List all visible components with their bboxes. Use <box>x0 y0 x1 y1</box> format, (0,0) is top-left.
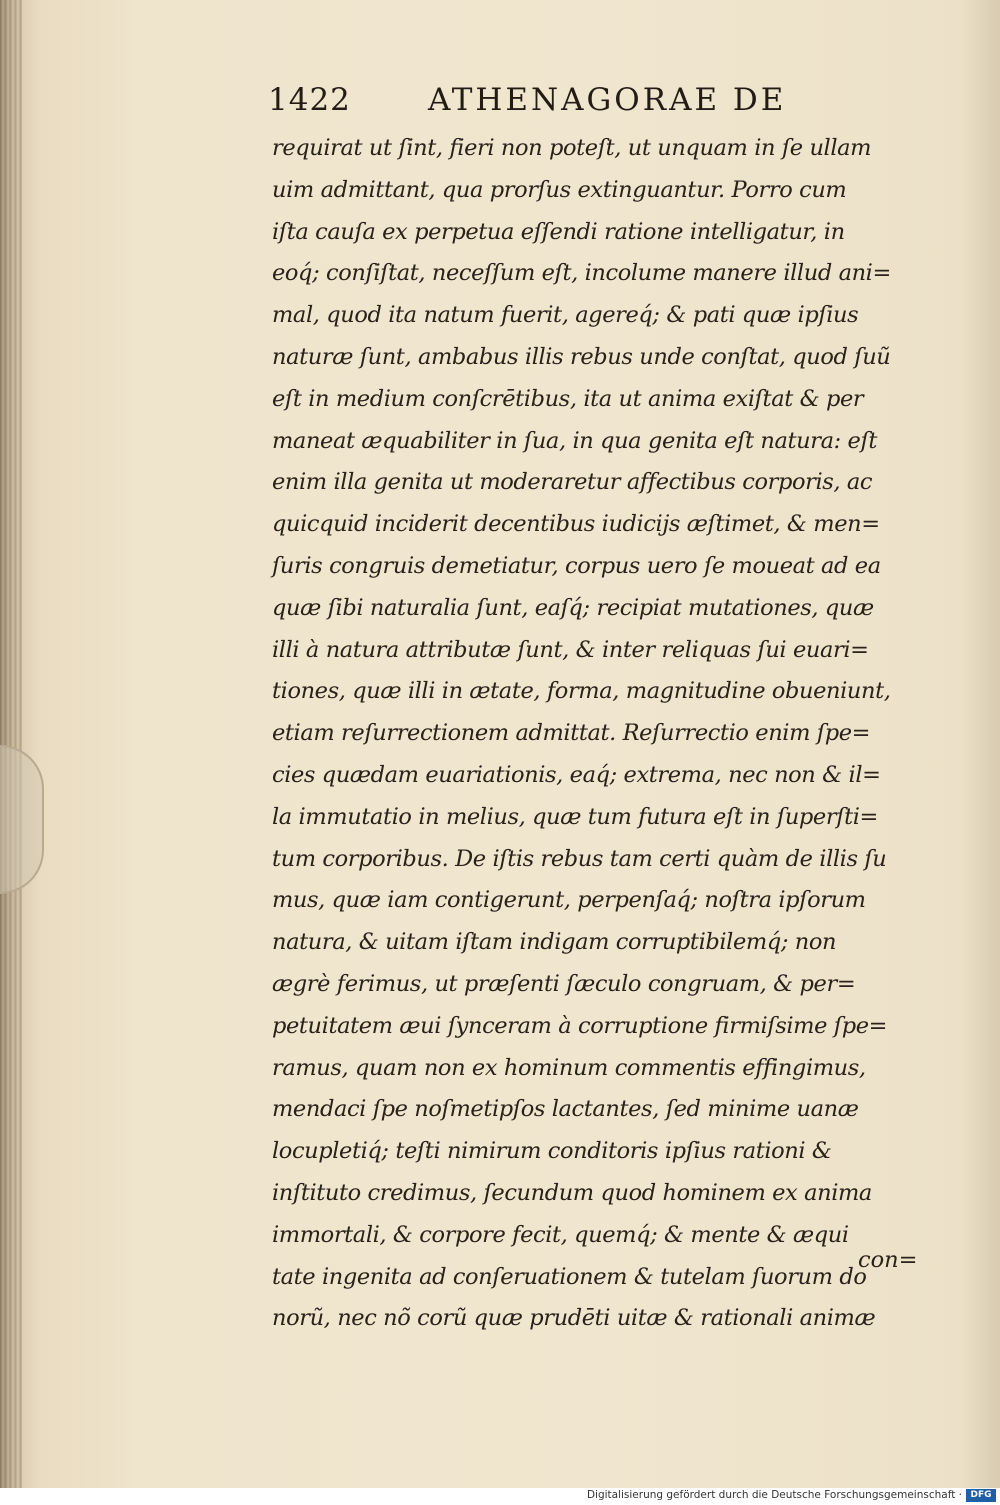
text-line: mus, quæ iam contigerunt, perpenſaq́; noſtra ipſorum <box>272 887 866 914</box>
text-line: illi à natura attributæ ſunt, & inter reliquas ſui euari= <box>272 636 869 663</box>
text-line: tate ingenita ad conſeruationem & tutelam ſuorum do <box>272 1263 867 1290</box>
text-line: iſta cauſa ex perpetua eſſendi ratione intelligatur, in <box>272 218 845 245</box>
text-line: cies quædam euariationis, eaq́; extrema, nec non & il= <box>272 761 881 788</box>
text-line: natura, & uitam iſtam indigam corruptibilemq́; non <box>272 929 837 956</box>
text-line: eoq́; conſiſtat, neceſſum eſt, incolume manere illud ani= <box>272 260 891 287</box>
text-line: ſuris congruis demetiatur, corpus uero ſe moueat ad ea <box>272 552 881 579</box>
page-number: 1422 <box>268 82 351 118</box>
body-text <box>272 128 932 1340</box>
text-line: ramus, quam non ex hominum commentis effingimus, <box>272 1054 866 1081</box>
dfg-logo-icon: DFG <box>966 1489 996 1502</box>
text-line: quicquid inciderit decentibus iudicijs æſtimet, & men= <box>272 511 880 538</box>
binding-tab <box>0 745 44 894</box>
running-head: ATHENAGORAE DE <box>428 82 787 118</box>
text-line: norũ, nec nõ corũ quæ prudēti uitæ & rationali animæ <box>272 1305 876 1332</box>
text-line: ægrè ferimus, ut præſenti ſæculo congruam, & per= <box>272 970 856 997</box>
text-line: maneat æquabiliter in ſua, in qua genita eſt natura: eſt <box>272 427 878 454</box>
text-line: tiones, quæ illi in ætate, forma, magnitudine obueniunt, <box>272 678 891 705</box>
text-line: uim admittant, qua prorſus extinguantur. Porro cum <box>272 176 847 203</box>
catchword: con= <box>858 1247 918 1273</box>
text-line: etiam reſurrectionem admittat. Reſurrectio enim ſpe= <box>272 720 871 747</box>
page-edges <box>0 0 22 1488</box>
text-line: enim illa genita ut moderaretur affectibus corporis, ac <box>272 469 873 496</box>
text-line: immortali, & corpore fecit, quemq́; & mente & æqui <box>272 1221 849 1248</box>
text-line: naturæ ſunt, ambabus illis rebus unde conſtat, quod ſuũ <box>272 343 891 370</box>
text-line: mendaci ſpe noſmetipſos lactantes, ſed minime uanæ <box>272 1096 859 1123</box>
text-line: inſtituto credimus, ſecundum quod hominem ex anima <box>272 1179 872 1206</box>
text-line: quæ ſibi naturalia ſunt, eaſq́; recipiat mutationes, quæ <box>272 594 874 621</box>
text-line: requirat ut ſint, fieri non poteſt, ut unquam in ſe ullam <box>272 135 872 161</box>
text-line: la immutatio in melius, quæ tum futura eſt in ſuperſti= <box>272 803 879 830</box>
text-line: tum corporibus. De iſtis rebus tam certi quàm de illis ſu <box>272 845 887 872</box>
text-line: petuitatem æui ſynceram à corruptione firmiſsime ſpe= <box>272 1012 888 1039</box>
page-header <box>268 82 858 122</box>
text-line: eſt in medium conſcrētibus, ita ut anima exiſtat & per <box>272 385 864 412</box>
text-line: mal, quod ita natum fuerit, agereq́; & pati quæ ipſius <box>272 302 859 329</box>
text-line: locupletiq́; teſti nimirum conditoris ipſius rationi & <box>272 1138 832 1165</box>
footer-credit: Digitalisierung gefördert durch die Deutsche Forschungsgemeinschaft · <box>586 1489 962 1501</box>
